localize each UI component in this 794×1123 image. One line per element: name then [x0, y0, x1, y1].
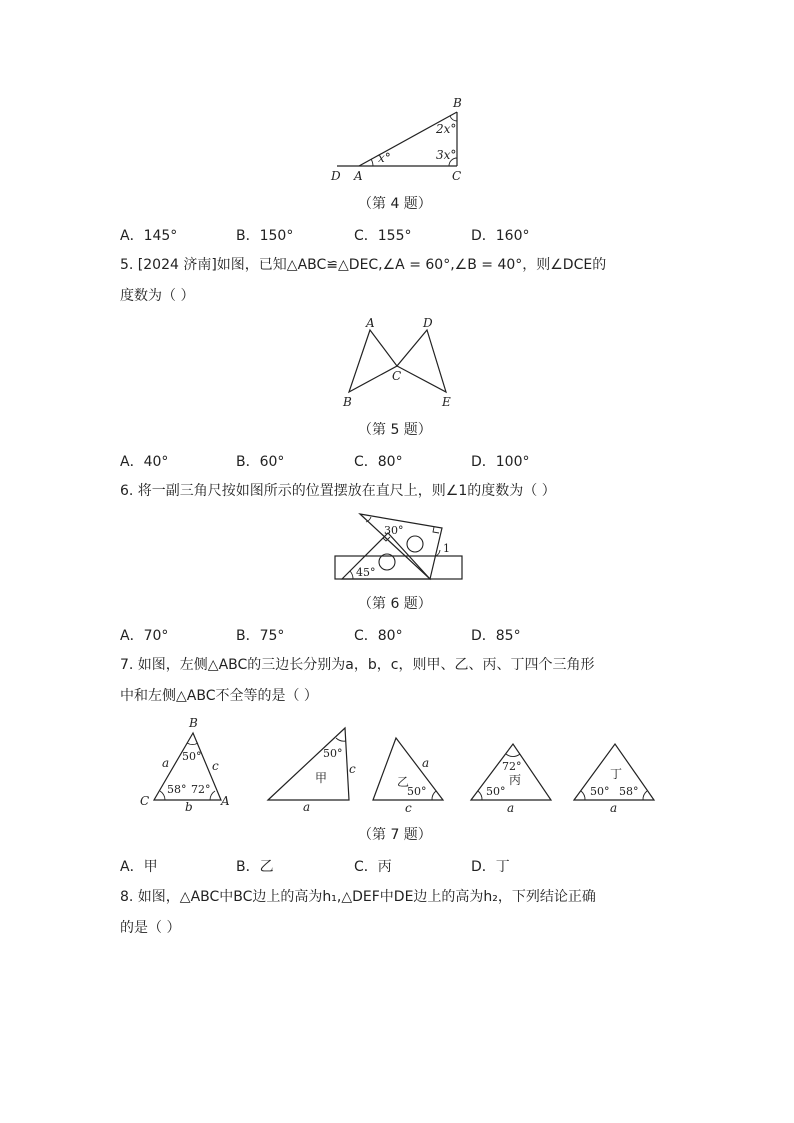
q7-abc-label-b: B: [189, 716, 198, 730]
q4-options: [120, 225, 680, 245]
q7-caption: （第 7 题）: [358, 827, 432, 843]
q8-stem-line1: 8. 如图，△ABC中BC边上的高为h₁,△DEF中DE边上的高为h₂，下列结论正确: [120, 889, 596, 905]
q7-jia-side-c: c: [349, 762, 356, 776]
q7-bing-angle-top: 72°: [502, 760, 522, 773]
q7-ding-side-a: a: [610, 801, 618, 815]
q6-figure: [330, 508, 465, 584]
q4-figure: [325, 92, 475, 184]
q5-option-a[interactable]: A．40°: [120, 454, 169, 470]
q7-abc-angle-c: 58°: [167, 783, 187, 796]
q6-stem-line1: 6. 将一副三角尺按如图所示的位置摆放在直尺上，则∠1的度数为（ ）: [120, 483, 556, 499]
q7-stem-line2: 中和左侧△ABC不全等的是（ ）: [120, 688, 318, 704]
q5-label-a: A: [366, 316, 375, 330]
q7-bing-name: 丙: [509, 773, 522, 787]
q4-label-b: B: [453, 96, 462, 110]
q7-jia-side-a: a: [303, 800, 311, 814]
q5-option-d[interactable]: D．100°: [471, 454, 530, 470]
q8-stem-line2: 的是（ ）: [120, 920, 181, 936]
q7-option-d[interactable]: D．丁: [471, 859, 510, 875]
q6-angle-30: 30°: [384, 524, 404, 537]
q7-figure: [135, 714, 660, 818]
q5-option-b[interactable]: B．60°: [236, 454, 285, 470]
q7-abc-side-c: c: [212, 759, 219, 773]
q7-abc-side-a: a: [162, 756, 170, 770]
q6-angle-45: 45°: [356, 566, 376, 579]
q7-options: [120, 856, 680, 876]
q6-caption: （第 6 题）: [358, 596, 432, 612]
q5-label-e: E: [442, 395, 451, 409]
q5-stem: [120, 250, 680, 312]
q5-label-d: D: [423, 316, 433, 330]
q4-caption: （第 4 题）: [358, 196, 432, 212]
q7-ding-angle-left: 50°: [590, 785, 610, 798]
q6-stem: [120, 476, 680, 507]
q4-angle-left: x°: [378, 151, 391, 165]
q7-bing-side-a: a: [507, 801, 515, 815]
q7-abc-label-a: A: [221, 794, 230, 808]
q5-option-c[interactable]: C．80°: [354, 454, 403, 470]
q7-bing-angle-left: 50°: [486, 785, 506, 798]
q6-angle-1: 1: [443, 542, 450, 555]
q4-option-b[interactable]: B．150°: [236, 228, 294, 244]
q6-option-c[interactable]: C．80°: [354, 628, 403, 644]
q4-option-a[interactable]: A．145°: [120, 228, 178, 244]
q4-label-d: D: [331, 169, 341, 183]
q7-yi-name: 乙: [397, 775, 410, 789]
q6-options: [120, 625, 680, 645]
q6-option-d[interactable]: D．85°: [471, 628, 521, 644]
q6-option-b[interactable]: B．75°: [236, 628, 285, 644]
q4-option-d[interactable]: D．160°: [471, 228, 530, 244]
q7-abc-side-b: b: [185, 800, 193, 814]
q7-jia-name: 甲: [315, 771, 328, 785]
q5-figure: [335, 312, 465, 412]
q4-option-c[interactable]: C．155°: [354, 228, 412, 244]
q7-abc-angle-a: 72°: [191, 783, 211, 796]
q7-ding-name: 丁: [610, 767, 623, 781]
q4-angle-top: 2x°: [436, 122, 457, 136]
q7-stem: [120, 650, 680, 712]
q5-stem-line2: 度数为（ ）: [120, 288, 195, 304]
q5-options: [120, 451, 680, 471]
q7-option-b[interactable]: B．乙: [236, 859, 274, 875]
q7-yi-angle: 50°: [407, 785, 427, 798]
q6-option-a[interactable]: A．70°: [120, 628, 169, 644]
q7-option-c[interactable]: C．丙: [354, 859, 392, 875]
q5-caption: （第 5 题）: [358, 422, 432, 438]
q5-label-c: C: [392, 369, 402, 383]
q5-stem-line1: 5. [2024 济南]如图，已知△ABC≌△DEC,∠A = 60°,∠B = 40°，则∠DCE的: [120, 257, 607, 273]
q7-abc-label-c: C: [140, 794, 150, 808]
q7-yi-side-a: a: [422, 756, 430, 770]
q7-abc-angle-b: 50°: [182, 750, 202, 763]
q7-jia-angle: 50°: [323, 747, 343, 760]
q7-ding-angle-right: 58°: [619, 785, 639, 798]
q7-option-a[interactable]: A．甲: [120, 859, 158, 875]
q4-label-c: C: [452, 169, 462, 183]
q4-label-a: A: [354, 169, 363, 183]
q8-stem: [120, 882, 680, 944]
q4-angle-bottom: 3x°: [436, 148, 457, 162]
q7-yi-side-c: c: [405, 801, 412, 815]
q5-label-b: B: [343, 395, 352, 409]
q7-stem-line1: 7. 如图，左侧△ABC的三边长分别为a，b，c，则甲、乙、丙、丁四个三角形: [120, 657, 595, 673]
